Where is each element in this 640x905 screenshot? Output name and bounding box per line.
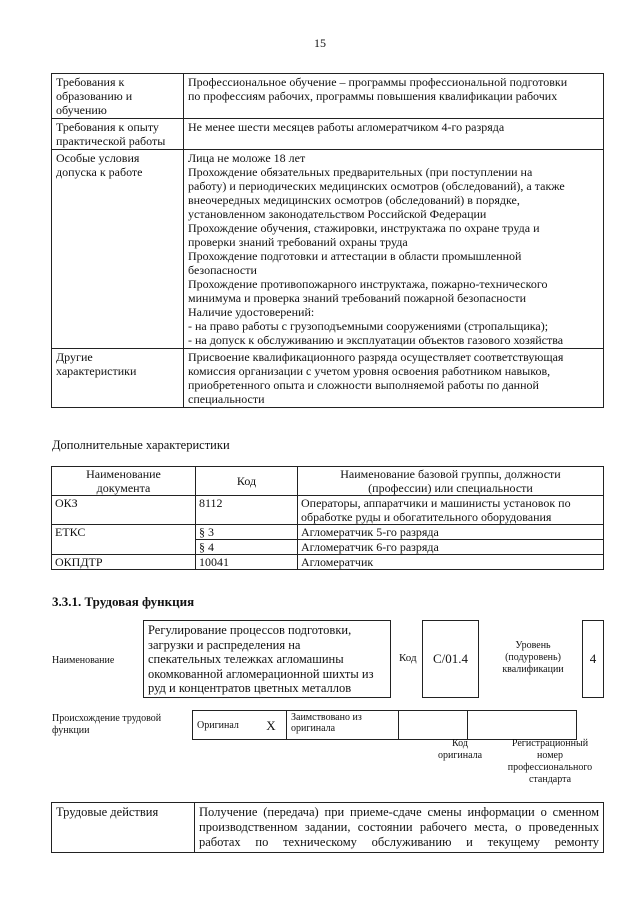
requirements-row-education — [52, 74, 604, 119]
name-line: обработке руды и обогатительного оборудования — [301, 510, 552, 524]
table-row — [52, 525, 604, 540]
function-code: C/01.4 — [422, 620, 479, 698]
value-line: Прохождение противопожарного инструктажа, пожарно-технического — [188, 277, 548, 291]
section-title: 3.3.1. Трудовая функция — [52, 594, 195, 609]
name-line: Регулирование процессов подготовки, — [148, 623, 352, 637]
label-line: Код — [452, 738, 468, 749]
labor-actions-label: Трудовые действия — [52, 803, 195, 853]
name-cell: Агломератчик 5-го разряда — [298, 525, 604, 540]
table-row — [52, 555, 604, 570]
additional-table — [51, 466, 604, 570]
name-line: руд и концентратов цветных металлов — [148, 681, 352, 695]
label-line: профессионального — [507, 762, 593, 773]
value-line: по профессиям рабочих, программы повышения квалификации рабочих — [188, 89, 558, 103]
value-line: Наличие удостоверений: — [188, 305, 315, 319]
label-line: характеристики — [56, 364, 137, 378]
value-line: проверки знаний требований охраны труда — [188, 235, 408, 249]
name-line: спекательных тележках агломашины — [148, 652, 344, 666]
doc-cell: ЕТКС — [52, 525, 196, 555]
header-document — [52, 467, 196, 496]
value-line: работу) и периодических медицинских осмотров (обследований), а также — [188, 179, 565, 193]
label-line: номер — [537, 750, 563, 761]
value-line: Прохождение обучения, стажировки, инструктажа по охране труда и — [188, 221, 540, 235]
code-cell: 8112 — [196, 496, 298, 525]
origin-row — [193, 711, 577, 740]
requirements-value — [184, 150, 604, 349]
requirements-label — [52, 349, 184, 408]
value-line: Присвоение квалификационного разряда осуществляет соответствующая — [188, 350, 564, 364]
label-line: квалификации — [502, 664, 564, 675]
requirements-value — [184, 74, 604, 119]
value-line: комиссия организации с учетом уровня освоения работником навыков, — [188, 364, 551, 378]
code-cell: 10041 — [196, 555, 298, 570]
value-line: - на допуск к обслуживанию и эксплуатации объектов газового хозяйства — [188, 333, 564, 347]
additional-header-row — [52, 467, 604, 496]
additional-characteristics-title: Дополнительные характеристики — [52, 438, 230, 452]
value-line: внеочередных медицинских осмотров (обследований) в порядке, — [188, 193, 520, 207]
original-label: Оригинал — [193, 711, 257, 740]
name-line: Операторы, аппаратчики и машинисты установок по — [301, 496, 571, 510]
label-line: допуска к работе — [56, 165, 143, 179]
label-line: практической работы — [56, 134, 166, 148]
labor-actions-value — [195, 803, 604, 853]
page-number: 15 — [314, 36, 326, 50]
function-name-label: Наименование — [52, 655, 115, 666]
header-group — [298, 467, 604, 496]
label-line: стандарта — [528, 774, 572, 785]
header-line: (профессии) или специальности — [368, 481, 533, 495]
code-cell: § 4 — [196, 540, 298, 555]
value-line: Прохождение обязательных предварительных (при поступлении на — [188, 165, 533, 179]
label-line: (подуровень) — [505, 652, 561, 663]
label-line: обучению — [56, 103, 107, 117]
requirements-value — [184, 349, 604, 408]
action-line: Получение (передача) при приеме-сдаче смены информации о сменном — [199, 805, 599, 819]
value-line: установленном законодательством Российской Федерации — [188, 207, 487, 221]
action-line: работах по техническому обслуживанию и текущему ремонту — [199, 835, 599, 849]
value-line: Лица не моложе 18 лет — [188, 151, 306, 165]
value-line: Прохождение подготовки и аттестации в области промышленной — [188, 249, 522, 263]
code-cell: § 3 — [196, 525, 298, 540]
name-line: загрузки и распределения на — [148, 637, 301, 652]
name-cell: Агломератчик 6-го разряда — [298, 540, 604, 555]
name-cell: Агломератчик — [298, 555, 604, 570]
label-line: оригинала — [291, 723, 336, 734]
value-line: Не менее шести месяцев работы агломератчиком 4-го разряда — [188, 120, 505, 134]
label-line: Регистрационный — [511, 738, 589, 749]
label-line: Происхождение трудовой — [52, 713, 162, 724]
labor-actions-table — [51, 802, 604, 853]
requirements-row-special-conditions — [52, 150, 604, 349]
action-line: производственном задании, состоянии рабочего места, о проведенных — [199, 820, 599, 834]
origin-label — [52, 713, 161, 737]
header-line: документа — [96, 481, 151, 495]
qualification-level-label — [487, 640, 579, 676]
requirements-row-experience — [52, 119, 604, 150]
label-line: функции — [52, 725, 90, 736]
function-name-box — [143, 620, 391, 698]
borrowed-label — [287, 711, 399, 740]
label-line: образованию и — [56, 89, 133, 103]
requirements-row-other — [52, 349, 604, 408]
label-line: Требования к опыту — [56, 120, 159, 134]
requirements-label — [52, 119, 184, 150]
labor-actions-row — [52, 803, 604, 853]
label-line: оригинала — [437, 750, 483, 761]
header-line: Наименование — [86, 467, 161, 481]
requirements-value — [184, 119, 604, 150]
origin-table — [192, 710, 577, 740]
original-code-label — [430, 738, 490, 762]
registration-number-label — [495, 738, 605, 786]
value-line: минимума и проверка знаний требований пожарной безопасности — [188, 291, 527, 305]
doc-cell: ОКЗ — [52, 496, 196, 525]
code-label: Код — [399, 652, 417, 664]
header-code: Код — [196, 467, 298, 496]
label-line: Заимствовано из — [291, 712, 362, 723]
table-row — [52, 496, 604, 525]
requirements-label — [52, 74, 184, 119]
value-line: приобретенного опыта и сложности выполняемой работы по данной — [188, 378, 539, 392]
original-code-cell — [399, 711, 468, 740]
original-mark: X — [256, 711, 287, 740]
name-cell — [298, 496, 604, 525]
label-line: Другие — [56, 350, 93, 364]
doc-cell: ОКПДТР — [52, 555, 196, 570]
label-line: Требования к — [56, 75, 125, 89]
requirements-table — [51, 73, 604, 408]
qualification-level: 4 — [582, 620, 604, 698]
registration-number-cell — [468, 711, 577, 740]
requirements-label — [52, 150, 184, 349]
value-line: Профессиональное обучение – программы профессиональной подготовки — [188, 75, 568, 89]
label-line: Уровень — [515, 640, 551, 651]
name-line: окомкованной агломерационной шихты из — [148, 666, 374, 681]
value-line: безопасности — [188, 263, 257, 277]
header-line: Наименование базовой группы, должности — [340, 467, 561, 481]
label-line: Особые условия — [56, 151, 140, 165]
value-line: специальности — [188, 392, 265, 406]
value-line: - на право работы с грузоподъемными сооружениями (стропальщика); — [188, 319, 549, 333]
